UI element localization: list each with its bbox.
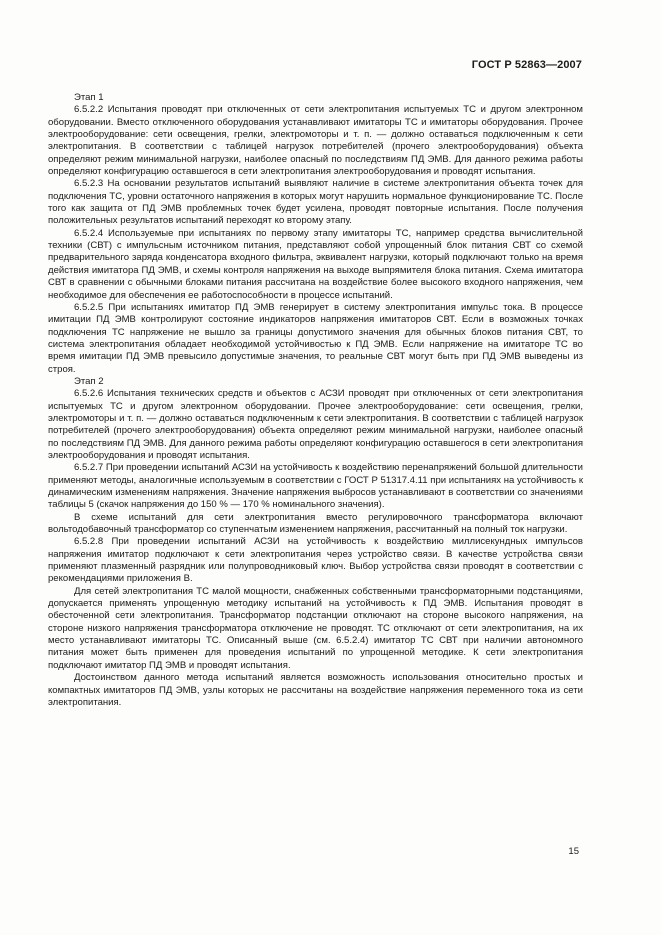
stage-heading: Этап 2 xyxy=(74,375,104,387)
paragraph: Достоинством данного метода испытаний является возможность использования относительно простых и компактных имитаторов ПД ЭМВ, узлы которых не рассчитаны на воздействие напряжения переменного тока из сети электропитания. xyxy=(48,672,583,708)
paragraph: 6.5.2.3 На основании результатов испытаний выявляют наличие в системе электропитания объекта точек для подключения ТС, уровни остаточного напряжения в которых могут нарушить нормальное функционирование ТС. После того как защита от ПД ЭМВ проблемных точек будет усилена, проводят повторные испытания. После получения положительных результатов испытаний переходят ко второму этапу. xyxy=(48,178,583,227)
paragraph: 6.5.2.8 При проведении испытаний АСЗИ на устойчивость к воздействию миллисекундных импульсов напряжения имитатор подключают к сети электропитания через устройство связи. В качестве устройства связи применяют плазменный разрядник или полупроводниковый ключ. Выбор устройства связи проводят в соответствии с рекомендациями приложения В. xyxy=(48,536,583,585)
paragraph: Для сетей электропитания ТС малой мощности, снабженных собственными трансформаторными подстанциями, допускается применять упрощенную методику испытаний на устойчивость к ПД ЭМВ. Испытания проводят в обесточенной сети электропитания. Трансформатор подстанции отключают на стороне высокого напряжения, на стороне низкого напряжения трансформатора отключение не проводят. ТС отключают от сети электропитания, на их место устанавливают имитаторы ТС. Описанный выше (см. 6.5.2.4) имитатор ТС СВТ при наличии автономного питания может быть применен для проведения испытаний по упрощенной методике. К сети электропитания подключают имитатор ПД ЭМВ и проводят испытания. xyxy=(48,585,583,671)
standard-header: ГОСТ Р 52863—2007 xyxy=(471,59,582,71)
paragraph: 6.5.2.4 Используемые при испытаниях по первому этапу имитаторы ТС, например средства вычислительной техники (СВТ) с импульсным источником питания, представляют собой упрощенный блок питания СВТ со схемой предварительного заряда конденсатора входного фильтра, эквивалент нагрузки, который подключают только на время действия имитатора ПД ЭМВ, и схемы контроля напряжения на выходе выпрямителя блока питания. Схема имитатора СВТ в сравнении с обычными блоками питания рассчитана на воздействие более высокого входного напряжения, чем необходимое для обеспечения ее работоспособности в процессе испытаний. xyxy=(48,227,583,301)
paragraph: 6.5.2.5 При испытаниях имитатор ПД ЭМВ генерирует в систему электропитания импульс тока. В процессе имитации ПД ЭМВ контролируют состояние индикаторов напряжения имитаторов СВТ. Если в возможных точках подключения ТС напряжение не вышло за границы допустимого значения для обычных блоков питания СВТ, то система электропитания обладает необходимой устойчивостью к ПД ЭМВ. Если напряжение на имитаторе ТС во время имитации ПД ЭМВ превысило допустимые значения, то реальные СВТ могут быть при ПД ЭМВ выведены из строя. xyxy=(48,301,583,375)
page-number: 15 xyxy=(568,846,579,857)
paragraph: 6.5.2.6 Испытания технических средств и объектов с АСЗИ проводят при отключенных от сети электропитания испытуемых ТС и другом электронном оборудовании. Прочее электрооборудование: сети освещения, грелки, электромоторы и т. п. — должно оставаться подключенным к сети электропитания. В соответствии с таблицей нагрузок потребителей (прочего электрооборудования) объекта определяют режим минимальной нагрузки, наиболее опасный по последствиям ПД ЭМВ. Для данного режима работы определяют конфигурацию оставшегося в сети электропитания электрооборудования и проводят испытания. xyxy=(48,388,583,461)
paragraph: 6.5.2.2 Испытания проводят при отключенных от сети электропитания испытуемых ТС и другом электронном оборудовании. Вместо отключенного оборудования устанавливают имитаторы ТС и имитаторы оборудования. Прочее электрооборудование: сети освещения, грелки, электромоторы и т. п. — должно оставаться подключенным к сети электропитания. В соответствии с таблицей нагрузок потребителей (прочего электрооборудования) объекта определяют режим минимальной нагрузки, наиболее опасный по последствиям ПД ЭМВ. Для данного режима работы определяют конфигурацию оставшегося в сети электропитания электрооборудования и проводят испытания. xyxy=(48,104,583,178)
paragraph: 6.5.2.7 При проведении испытаний АСЗИ на устойчивость к воздействию перенапряжений большой длительности применяют методы, аналогичные используемым в соответствии с ГОСТ Р 51317.4.11 при испытаниях на устойчивость к динамическим изменениям напряжения. Значение напряжения выбросов устанавливают в соответствии со значениями таблицы 5 (скачок напряжения до 150 % — 170 % номинального значения). xyxy=(48,462,583,511)
document-body xyxy=(48,92,583,709)
stage-heading: Этап 1 xyxy=(74,92,104,103)
paragraph: В схеме испытаний для сети электропитания вместо регулировочного трансформатора включают вольтодобавочный трансформатор со ступенчатым изменением напряжения, рассчитанный на полный ток нагрузки. xyxy=(48,511,583,536)
